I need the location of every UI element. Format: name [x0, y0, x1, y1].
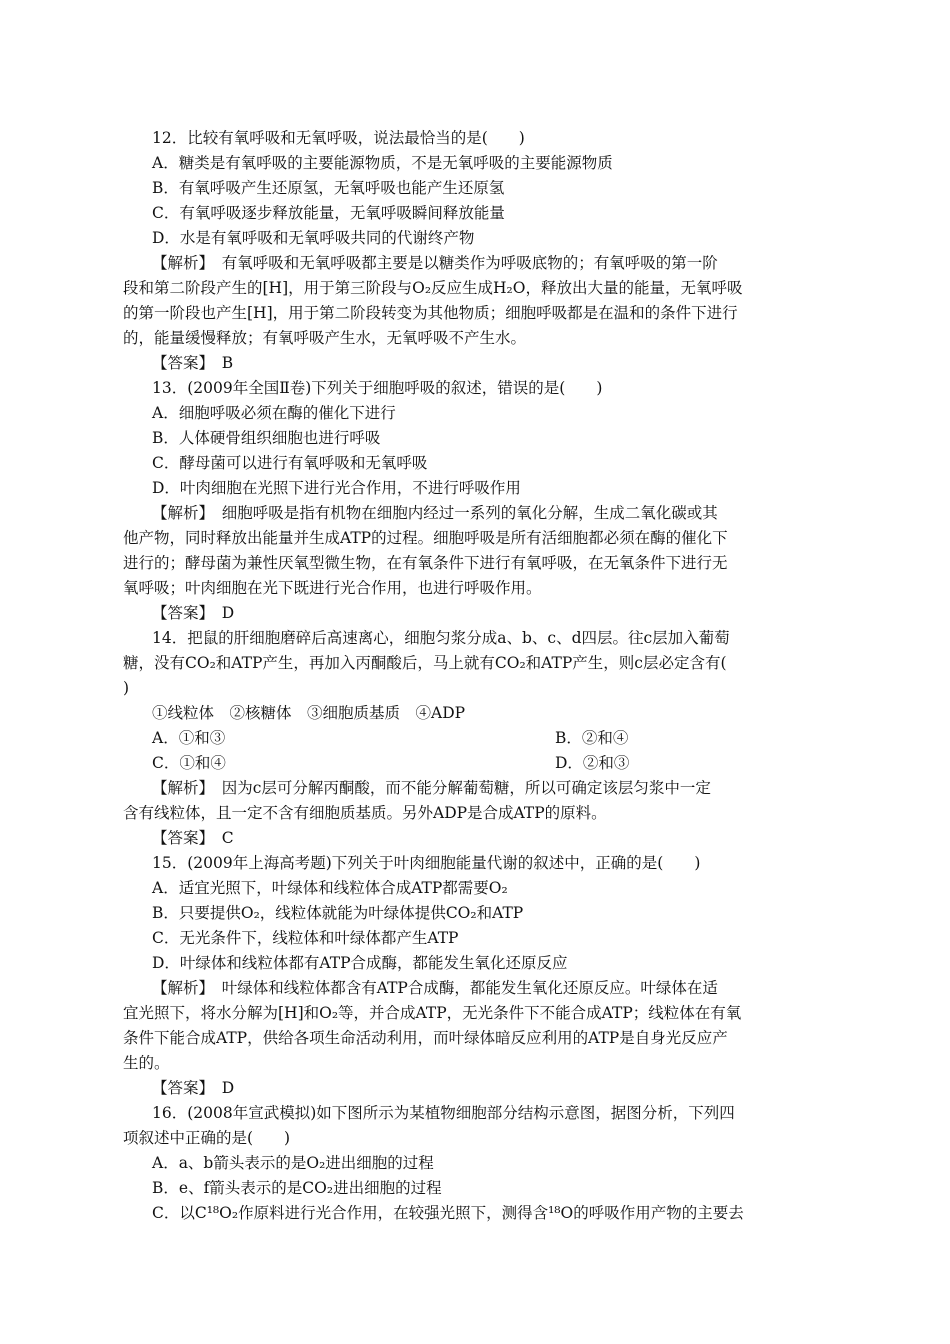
q14-items: ①线粒体 ②核糖体 ③细胞质基质 ④ADP [152, 704, 466, 722]
q13-option-b: B．人体硬骨组织细胞也进行呼吸 [152, 429, 381, 447]
q12-analysis-line: 的，能量缓慢释放；有氧呼吸产生水，无氧呼吸不产生水。 [123, 329, 527, 347]
q12-option-a: A．糖类是有氧呼吸的主要能源物质，不是无氧呼吸的主要能源物质 [152, 154, 613, 172]
q14-option-b: B．②和④ [555, 729, 629, 747]
q12-analysis-line: 段和第二阶段产生的[H]，用于第三阶段与O₂反应生成H₂O，释放出大量的能量，无氧呼吸 [123, 279, 743, 297]
q15-option-d: D．叶绿体和线粒体都有ATP合成酶，都能发生氧化还原反应 [152, 954, 568, 972]
q15-analysis-line: 生的。 [123, 1054, 170, 1072]
q16-option-b: B．e、f箭头表示的是CO₂进出细胞的过程 [152, 1179, 442, 1197]
q13-stem: 13．(2009年全国Ⅱ卷)下列关于细胞呼吸的叙述，错误的是( ) [152, 379, 603, 397]
q13-option-a: A．细胞呼吸必须在酶的催化下进行 [152, 404, 396, 422]
q14-stem-line: 糖，没有CO₂和ATP产生，再加入丙酮酸后，马上就有CO₂和ATP产生，则c层必定含有( [123, 654, 727, 672]
q12-option-c: C．有氧呼吸逐步释放能量，无氧呼吸瞬间释放能量 [152, 204, 505, 222]
q15-option-b: B．只要提供O₂，线粒体就能为叶绿体提供CO₂和ATP [152, 904, 524, 922]
q15-option-c: C．无光条件下，线粒体和叶绿体都产生ATP [152, 929, 459, 947]
q16-stem-line: 项叙述中正确的是( ) [123, 1129, 291, 1147]
q12-analysis-line: 【解析】 有氧呼吸和无氧呼吸都主要是以糖类作为呼吸底物的；有氧呼吸的第一阶 [152, 254, 718, 272]
q15-stem: 15．(2009年上海高考题)下列关于叶肉细胞能量代谢的叙述中，正确的是( ) [152, 854, 701, 872]
q16-stem-line: 16．(2008年宣武模拟)如下图所示为某植物细胞部分结构示意图，据图分析，下列四 [152, 1104, 735, 1122]
q13-analysis-line: 氧呼吸；叶肉细胞在光下既进行光合作用，也进行呼吸作用。 [123, 579, 542, 597]
q14-analysis-line: 含有线粒体，且一定不含有细胞质基质。另外ADP是合成ATP的原料。 [123, 804, 607, 822]
q12-stem: 12．比较有氧呼吸和无氧呼吸，说法最恰当的是( ) [152, 129, 525, 147]
q15-answer: 【答案】 D [152, 1079, 235, 1097]
q14-answer: 【答案】 C [152, 829, 234, 847]
q14-analysis-line: 【解析】 因为c层可分解丙酮酸，而不能分解葡萄糖，所以可确定该层匀浆中一定 [152, 779, 711, 797]
q13-option-c: C．酵母菌可以进行有氧呼吸和无氧呼吸 [152, 454, 428, 472]
q13-analysis-line: 他产物，同时释放出能量并生成ATP的过程。细胞呼吸是所有活细胞都必须在酶的催化下 [123, 529, 728, 547]
q13-analysis-line: 进行的；酵母菌为兼性厌氧型微生物，在有氧条件下进行有氧呼吸，在无氧条件下进行无 [123, 554, 728, 572]
q12-option-d: D．水是有氧呼吸和无氧呼吸共同的代谢终产物 [152, 229, 475, 247]
q15-analysis-line: 条件下能合成ATP，供给各项生命活动利用，而叶绿体暗反应利用的ATP是自身光反应产 [123, 1029, 728, 1047]
q16-option-c: C．以C¹⁸O₂作原料进行光合作用，在较强光照下，测得含¹⁸O的呼吸作用产物的主要去 [152, 1204, 744, 1222]
q15-analysis-line: 【解析】 叶绿体和线粒体都含有ATP合成酶，都能发生氧化还原反应。叶绿体在适 [152, 979, 718, 997]
q16-option-a: A．a、b箭头表示的是O₂进出细胞的过程 [152, 1154, 434, 1172]
q14-stem-line: ) [123, 679, 130, 697]
q12-option-b: B．有氧呼吸产生还原氢，无氧呼吸也能产生还原氢 [152, 179, 505, 197]
q13-option-d: D．叶肉细胞在光照下进行光合作用，不进行呼吸作用 [152, 479, 521, 497]
q13-analysis-line: 【解析】 细胞呼吸是指有机物在细胞内经过一系列的氧化分解，生成二氧化碳或其 [152, 504, 718, 522]
q14-stem-line: 14．把鼠的肝细胞磨碎后高速离心，细胞匀浆分成a、b、c、d四层。往c层加入葡萄 [152, 629, 730, 647]
q12-answer: 【答案】 B [152, 354, 234, 372]
q15-analysis-line: 宜光照下，将水分解为[H]和O₂等，并合成ATP，无光条件下不能合成ATP；线粒体在有氧 [123, 1004, 742, 1022]
q15-option-a: A．适宜光照下，叶绿体和线粒体合成ATP都需要O₂ [152, 879, 508, 897]
q14-option-a: A．①和③ [152, 729, 226, 747]
q14-option-c: C．①和④ [152, 754, 226, 772]
q13-answer: 【答案】 D [152, 604, 235, 622]
q14-option-d: D．②和③ [555, 754, 630, 772]
q12-analysis-line: 的第一阶段也产生[H]，用于第二阶段转变为其他物质；细胞呼吸都是在温和的条件下进行 [123, 304, 738, 322]
